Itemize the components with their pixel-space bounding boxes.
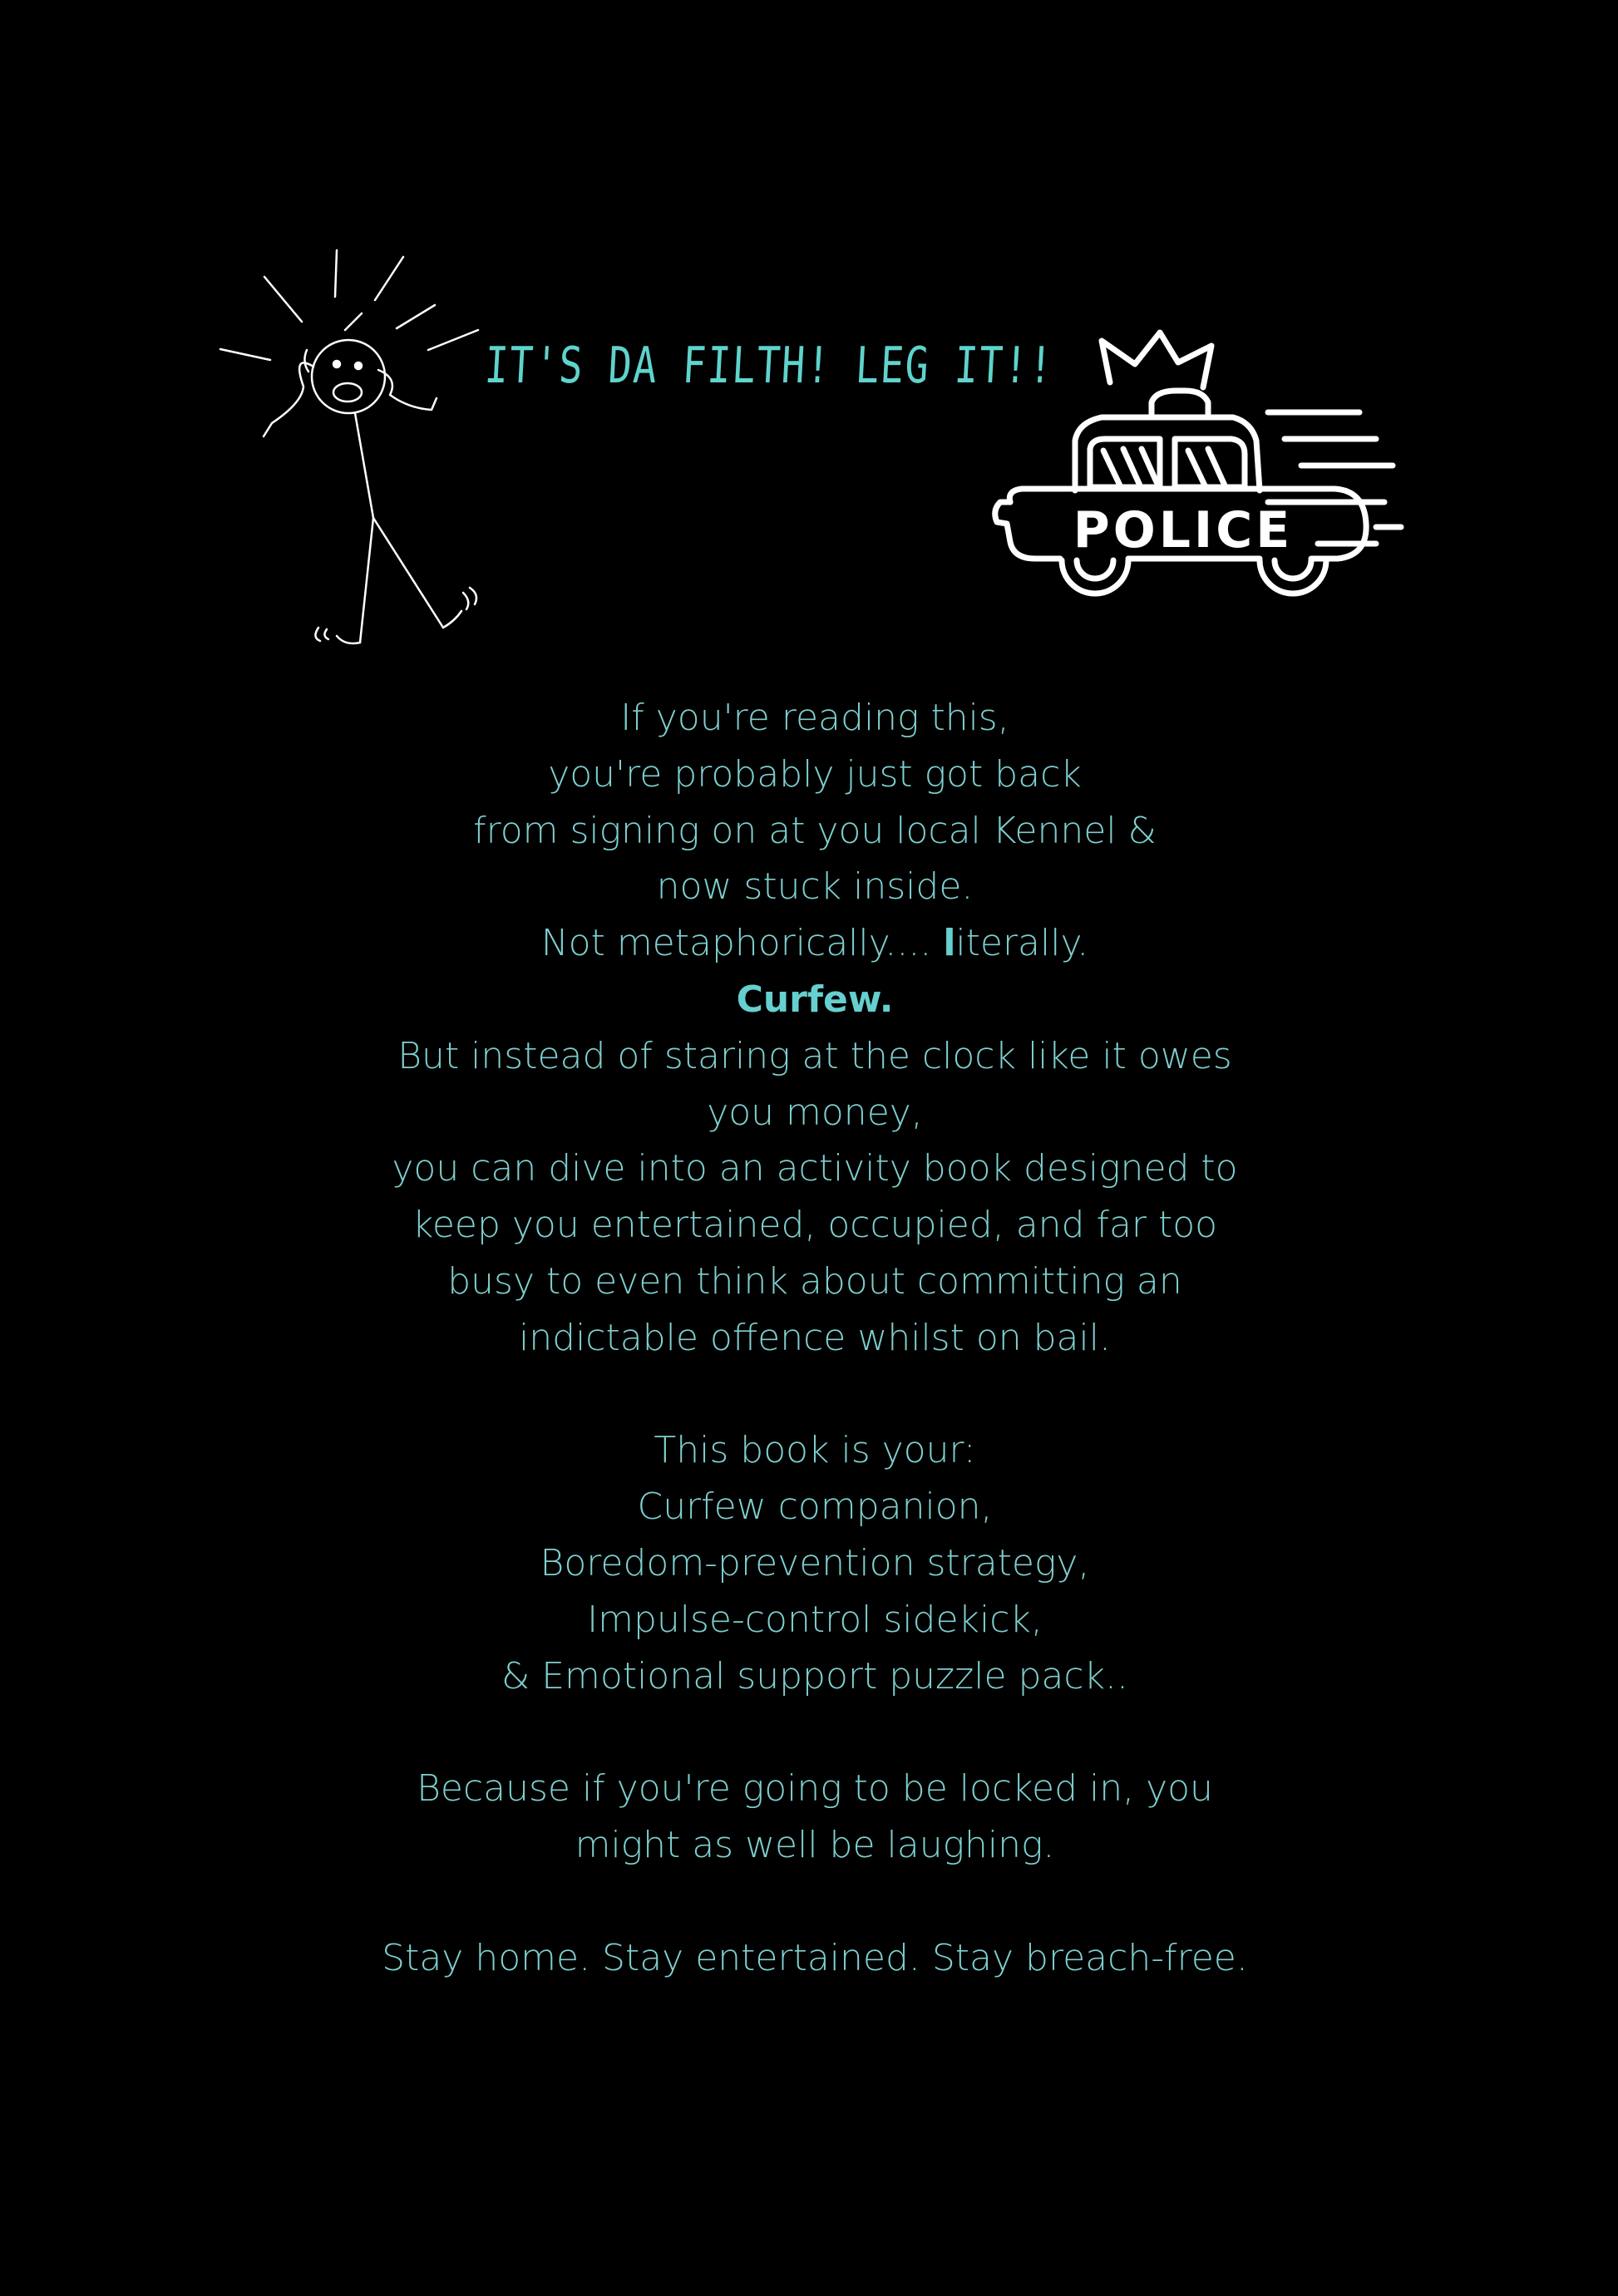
spacer	[316, 1367, 1314, 1423]
headline: IT'S DA FILTH! LEG IT!!	[483, 337, 1055, 395]
literally-bold-letter: l	[943, 922, 956, 965]
intro-line: keep you entertained, occupied, and far too	[412, 1204, 1218, 1247]
curfew-heading: Curfew.	[736, 978, 894, 1021]
intro-line: now stuck inside.	[656, 865, 974, 909]
list-item: Impulse-control sidekick,	[587, 1598, 1043, 1641]
intro-line: from signing on at you local Kennel &	[473, 809, 1157, 852]
intro-line: If you're reading this,	[620, 697, 1009, 739]
list-item: Boredom-prevention strategy,	[540, 1541, 1090, 1584]
spacer	[316, 1874, 1314, 1930]
list-heading: This book is your:	[654, 1429, 976, 1472]
closing-tagline: Stay home. Stay entertained. Stay breach-free.	[382, 1936, 1248, 1979]
intro-line: busy to even think about committing an	[447, 1259, 1182, 1303]
intro-line: indictable offence whilst on bail.	[519, 1316, 1111, 1359]
literally-prefix: Not metaphorically....	[540, 922, 944, 965]
intro-line: you money,	[707, 1091, 923, 1134]
closing-line: Because if you're going to be locked in, you	[417, 1767, 1213, 1811]
intro-line: you're probably just got back	[548, 752, 1082, 796]
intro-line: But instead of staring at the clock like it owes	[397, 1034, 1232, 1077]
stick-figure-illustration	[212, 245, 499, 661]
literally-suffix: iterally.	[955, 922, 1089, 965]
police-car-icon	[985, 324, 1418, 599]
closing-line: might as well be laughing.	[575, 1823, 1055, 1866]
spacer	[316, 1704, 1314, 1761]
police-car-label: POLICE	[1073, 501, 1294, 559]
list-item: Curfew companion,	[637, 1486, 993, 1529]
list-item: & Emotional support puzzle pack..	[501, 1654, 1129, 1697]
intro-line-literally	[316, 915, 1314, 972]
intro-text-block	[316, 690, 1314, 1986]
intro-line: you can dive into an activity book designed to	[392, 1147, 1238, 1190]
